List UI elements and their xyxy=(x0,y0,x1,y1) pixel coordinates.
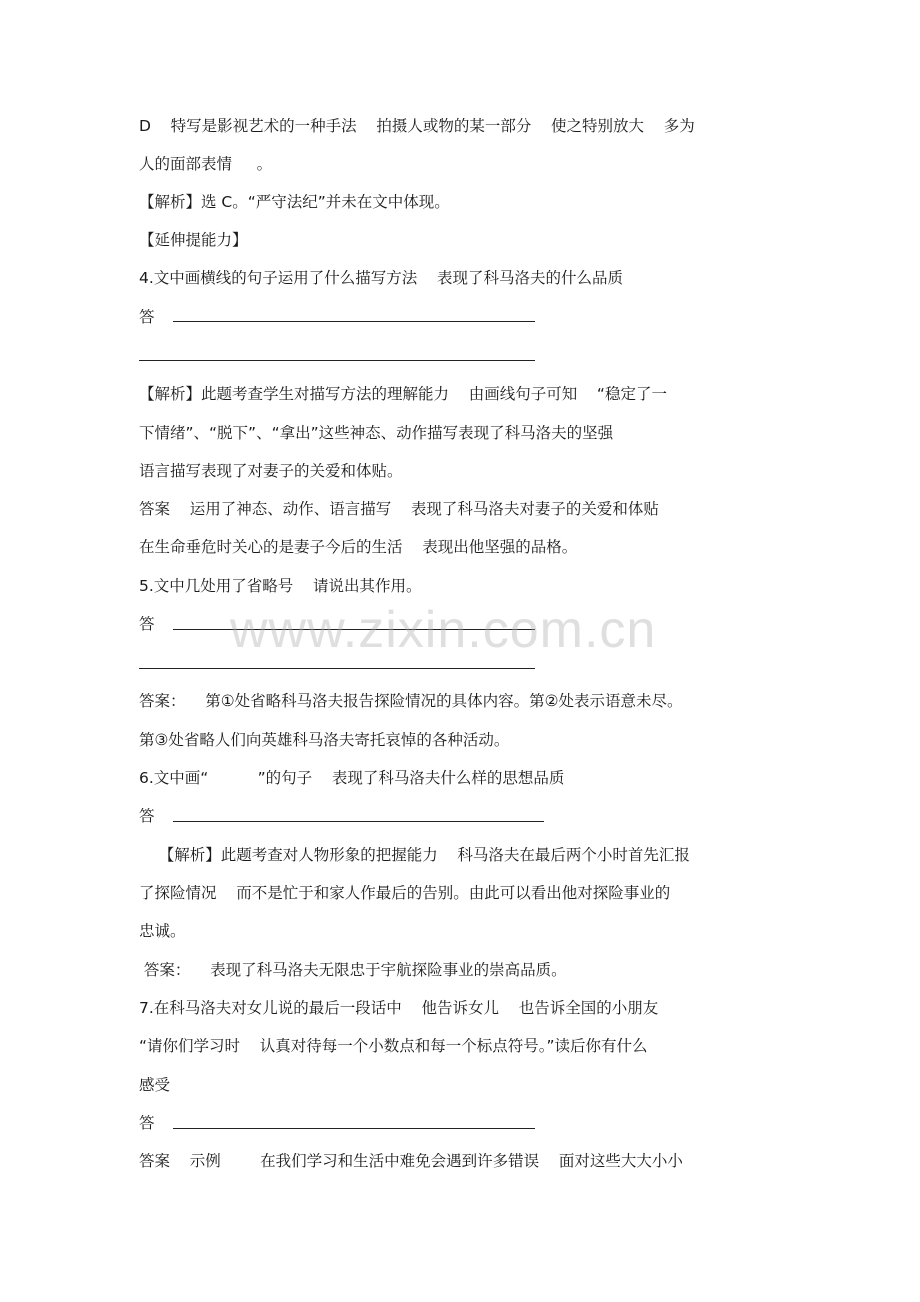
analysis-text: 【解析】此题考查对人物形象的把握能力 科马洛夫在最后两个小时首先汇报 xyxy=(139,846,690,864)
answer-text: 答案： 第①处省略科马洛夫报告探险情况的具体内容。第②处表示语意未尽。 xyxy=(139,692,683,710)
text-line: 人的面部表情 。 xyxy=(139,155,273,173)
text-line: D 特写是影视艺术的一种手法 拍摄人或物的某一部分 使之特别放大 多为 xyxy=(139,117,695,135)
analysis-text: 【解析】此题考查学生对描写方法的理解能力 由画线句子可知 “稳定了一 xyxy=(139,385,667,403)
text-line: 【解析】选 C。“严守法纪”并未在文中体现。 xyxy=(139,193,450,211)
answer-blank-line xyxy=(173,1128,535,1129)
question-4: 4.文中画横线的句子运用了什么描写方法 表现了科马洛夫的什么品质 xyxy=(139,269,623,287)
answer-blank-line xyxy=(173,821,544,822)
answer-label: 答 xyxy=(139,807,155,825)
analysis-text: 语言描写表现了对妻子的关爱和体贴。 xyxy=(139,462,403,480)
answer-text: 答案 运用了神态、动作、语言描写 表现了科马洛夫对妻子的关爱和体贴 xyxy=(139,500,659,518)
answer-text: 答案： 表现了科马洛夫无限忠于宇航探险事业的崇高品质。 xyxy=(139,961,567,979)
answer-text: 在生命垂危时关心的是妻子今后的生活 表现出他坚强的品格。 xyxy=(139,538,578,556)
question-6: 6.文中画“ ”的句子 表现了科马洛夫什么样的思想品质 xyxy=(139,769,565,787)
answer-label: 答 xyxy=(139,615,155,633)
question-7: “请你们学习时 认真对待每一个小数点和每一个标点符号。”读后你有什么 xyxy=(139,1037,648,1055)
question-7: 7.在科马洛夫对女儿说的最后一段话中 他告诉女儿 也告诉全国的小朋友 xyxy=(139,999,659,1017)
answer-blank-line xyxy=(139,668,535,669)
analysis-text: 忠诚。 xyxy=(139,922,186,940)
answer-text: 第③处省略人们向英雄科马洛夫寄托哀悼的各种活动。 xyxy=(139,731,510,749)
watermark: www.zixin.com.cn xyxy=(230,601,657,659)
question-5: 5.文中几处用了省略号 请说出其作用。 xyxy=(139,577,422,595)
question-7: 感受 xyxy=(139,1076,171,1094)
answer-blank-line xyxy=(139,360,535,361)
answer-blank-line xyxy=(173,321,535,322)
answer-label: 答 xyxy=(139,1114,155,1132)
analysis-text: 下情绪”、“脱下”、“拿出”这些神态、动作描写表现了科马洛夫的坚强 xyxy=(139,424,614,442)
answer-label: 答 xyxy=(139,308,155,326)
answer-text: 答案 示例 在我们学习和生活中难免会遇到许多错误 面对这些大大小小 xyxy=(139,1152,683,1170)
analysis-text: 了探险情况 而不是忙于和家人作最后的告别。由此可以看出他对探险事业的 xyxy=(139,884,671,902)
section-heading: 【延伸提能力】 xyxy=(139,231,248,249)
